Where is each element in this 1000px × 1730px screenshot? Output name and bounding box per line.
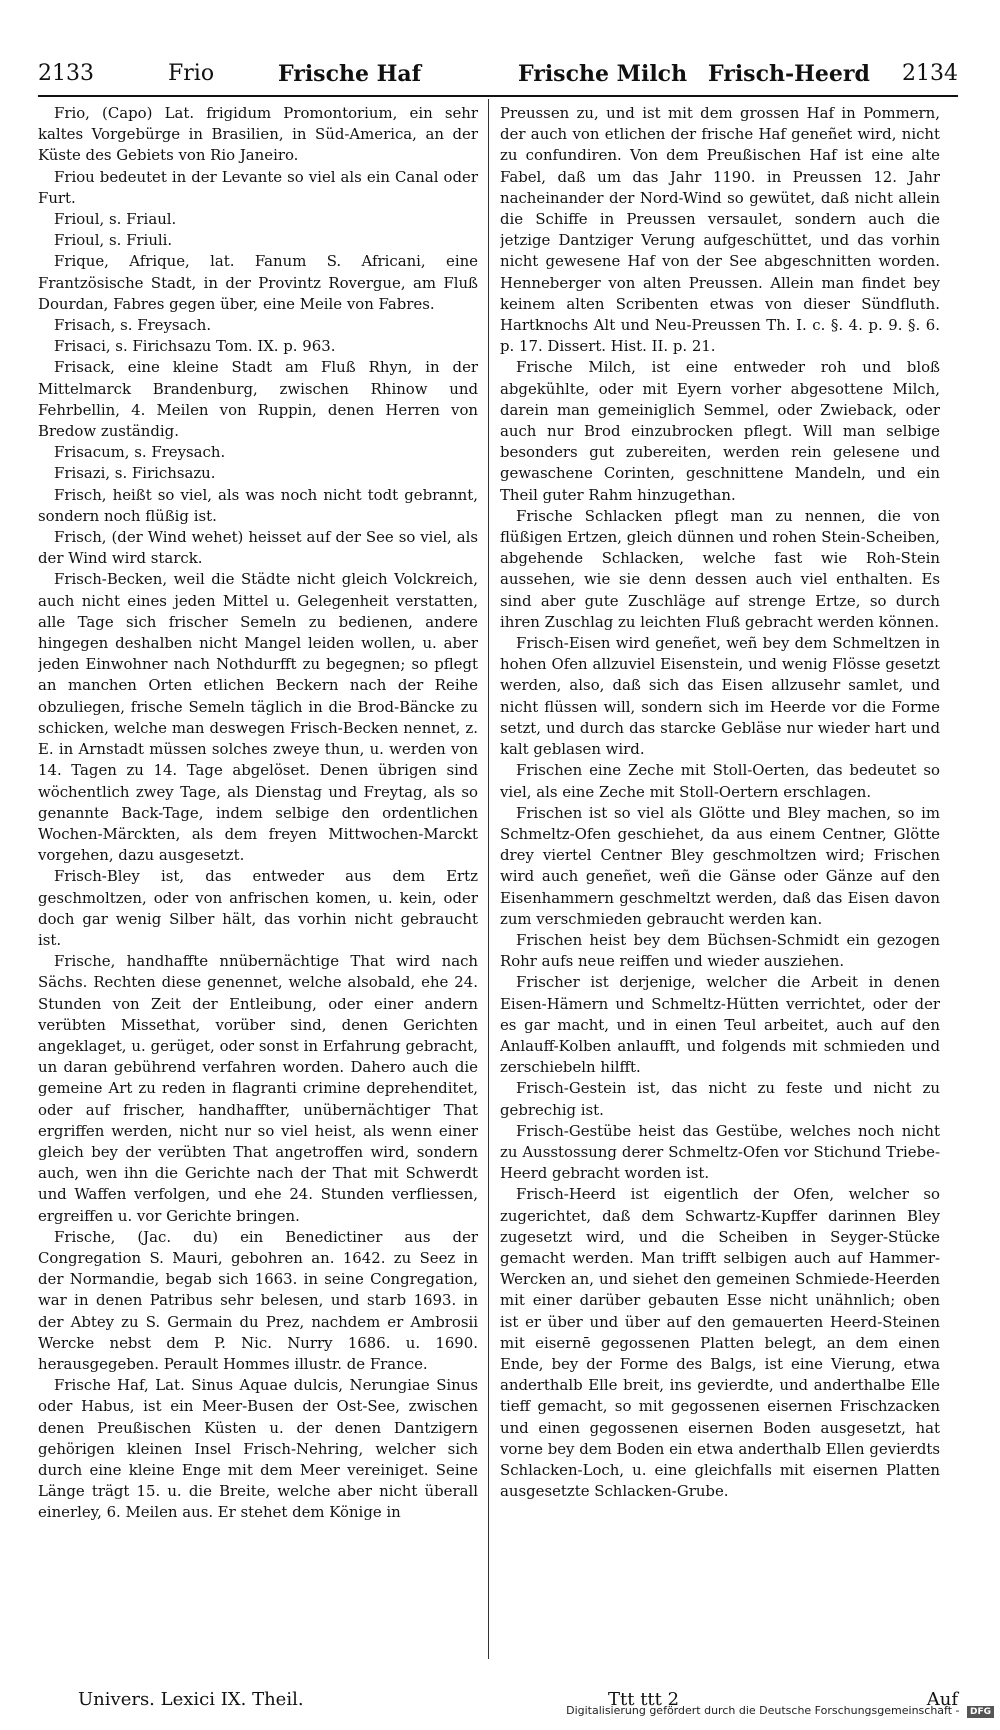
entry-paragraph: Frisach, s. Freysach. [54,316,212,335]
entry-paragraph: Frische Schlacken pflegt man zu nennen, die von flüßigen Ertzen, gleich dünnen und rohen Stein-Scheiben, abgehende Schlacken, welche fast wie Roh-Stein aussehen, wie sie denn dessen auch viel enthalten. Es sind aber gute Zuschläge auf strenge Ertze, so durch ihren Zuschlag zu leichten Fluß gebracht werden können. [500,506,940,631]
entry-paragraph: Frische, handhaffte nnübernächtige That wird nach Sächs. Rechten diese genennet, welche alsobald, ehe 24. Stunden von Zeit der Entleibung, oder einer andern verübten Missethat, vorüber sind, denen Gerichten angeklaget, u. gerüget, oder sonst in Erfahrung gebracht, un daran gebührend verfahren worden. Dahero auch die gemeine Art zu reden in flagranti crimine deprehenditet, oder auf frischer, handhaffter, unübernächtiger That ergriffen werden, nicht nur so viel heist, als wenn einer gleich bey der verübten That angetroffen wird, sondern auch, wen ihn die Gerichte nach der That mit Schwerdt und Waffen verfolgen, und ehe 24. Stunden verfliessen, ergreiffen u. vor Gerichte bringen. [38,952,478,1225]
entry-paragraph: Frique, Afrique, lat. Fanum S. Africani, eine Frantzösische Stadt, in der Provintz Rovergue, am Fluß Dourdan, Fabres gegen über, eine Meile von Fabres. [38,252,478,313]
entry-paragraph: Frisch-Eisen wird geneñet, weñ bey dem Schmeltzen in hohen Ofen allzuviel Eisenstein, und wenig Flösse gesetzt werden, also, daß sich das Eisen allzusehr samlet, und nicht flüssen will, sondern sich im Heerde vor die Forme setzt, und durch das starcke Gebläse nur wieder hart und kalt geblasen wird. [500,634,940,759]
entry-paragraph: Frisazi, s. Firichsazu. [54,464,216,483]
header-keyword-3: Frische Milch [518,61,688,87]
entry-paragraph: Frische, (Jac. du) ein Benedictiner aus der Congregation S. Mauri, gebohren an. 1642. zu Seez in der Normandie, begab sich 1663. in seine Congregation, war in denen Patribus sehr belesen, und starb 1693. in der Abtey zu S. Germain du Prez, nachdem er Ambrosii Wercke nebst dem P. Nic. Nurry 1686. u. 1690. herausgegeben. Perault Hommes illustr. de France. [38,1227,478,1373]
entry-paragraph: Friou bedeutet in der Levante so viel als ein Canal oder Furt. [38,167,478,207]
entry-paragraph: Frisch-Bley ist, das entweder aus dem Ertz geschmoltzen, oder von anfrischen komen, u. kein, oder doch gar wenig Silber hält, das vorhin nicht gebraucht ist. [38,867,478,949]
entry-paragraph: Frisacum, s. Freysach. [54,443,226,462]
entry-paragraph: Frisch-Heerd ist eigentlich der Ofen, welcher so zugerichtet, daß dem Schwartz-Kupffer darinnen Bley zugesetzt wird, und die Scheiben in Seyger-Stücke gemacht werden. Man trifft selbigen auch auf Hammer-Wercken an, und siehet den gemeinen Schmiede-Heerden mit einer darüber gebauten Esse nicht unähnlich; oben ist er über und über auf den gemauerten Heerd-Steinen mit eisernē gegossenen Platten belegt, an dem einen Ende, bey der Forme des Balgs, ist eine Vierung, etwa anderthalb Elle breit, ins gevierdte, und anderthalbe Elle tieff gemacht, so mit gegossenen eisernen Frischzacken und einen gegossenen eisernen Boden ausgesetzt, hat vorne bey dem Boden ein etwa anderthalb Ellen gevierdts Schlacken-Loch, u. eine gleichfalls mit eisernen Platten ausgesetzte Schlacken-Grube. [500,1185,940,1501]
sheet-mark: Ttt ttt 2 [608,1689,680,1710]
dfg-logo-icon: DFG [967,1706,994,1718]
running-header [38,55,958,97]
entry-paragraph: Preussen zu, und ist mit dem grossen Haf in Pommern, der auch von etlichen der frische Haf geneñet wird, nicht zu confundiren. Von dem Preußischen Haf ist eine alte Fabel, daß um das Jahr 1190. in Preussen 12. Jahr nacheinander der Nord-Wind so gewütet, daß nicht allein die Schiffe in Preussen versaulet, sondern auch die jetzige Dantziger Verung aufgeschüttet, und das vorhin nicht gewesene Haf von der See abgeschnitten worden. Henneberger von alten Preussen. Allein man findet bey keinem alten Scribenten etwas von dieser Sündfluth. Hartknochs Alt und Neu-Preussen Th. I. c. §. 4. p. 9. §. 6. p. 17. Dissert. Hist. II. p. 21. [500,104,940,356]
entry-paragraph: Frisch, (der Wind wehet) heisset auf der See so viel, als der Wind wird starck. [38,528,478,568]
column-number-right: 2134 [902,61,958,86]
entry-paragraph: Frische Milch, ist eine entweder roh und bloß abgekühlte, oder mit Eyern vorher abgesottene Milch, darein man gemeiniglich Semmel, oder Zwieback, oder auch nur Brod einzubrocken pflegt. Will man selbige besonders gut zubereiten, werden rein gelesene und gewaschene Corinten, geschnittene Mandeln, und ein Theil guter Rahm hinzugethan. [500,358,940,504]
entry-paragraph: Frisack, eine kleine Stadt am Fluß Rhyn, in der Mittelmarck Brandenburg, zwischen Rhinow und Fehrbellin, 4. Meilen von Ruppin, denen Herren von Bredow zuständig. [38,358,478,441]
credit-text: Digitalisierung gefördert durch die Deutsche Forschungsgemeinschaft - [566,1704,960,1717]
digitization-credit [566,1704,994,1718]
entry-paragraph: Frioul, s. Friuli. [54,231,173,250]
entry-paragraph: Frioul, s. Friaul. [54,210,177,229]
entry-paragraph: Frisch-Becken, weil die Städte nicht gleich Volckreich, auch nicht eines jeden Mittel u. Gelegenheit verstatten, alle Tage sich frischer Semeln zu bedienen, andere hingegen deshalben nicht Mangel leiden wollen, u. aber jeden Einwohner nach Nothdurfft zu begegnen; so pflegt an manchen Orten etlichen Beckern nach der Reihe obzuliegen, frische Semeln täglich in die Brod-Bäncke zu schicken, welche man deswegen Frisch-Becken nennet, z. E. in Arnstadt müssen solches zweye thun, u. werden von 14. Tagen zu 14. Tage abgelöset. Denen übrigen sind wöchentlich zwey Tage, als Dienstag und Freytag, als so genannte Back-Tage, indem selbige den ordentlichen Wochen-Märckten, als dem freyen Mittwochen-Marckt vorgehen, dazu ausgesetzt. [38,570,478,865]
column-number-left: 2133 [38,61,94,86]
header-keyword-1: Frio [168,61,215,86]
left-column [38,103,478,1663]
entry-paragraph: Frisaci, s. Firichsazu Tom. IX. p. 963. [54,337,336,356]
header-keyword-4: Frisch-Heerd [708,61,870,87]
entry-paragraph: Frischen ist so viel als Glötte und Bley machen, so im Schmeltz-Ofen geschiehet, da aus einem Centner, Glötte drey viertel Centner Bley geschmoltzen wird; Frischen wird auch geneñet, weñ die Gänse oder Gänze auf den Eisenhammern geschmeltzt werden, daß das Eisen davon zum verschmieden gebraucht werden kan. [500,803,940,928]
entry-paragraph: Frio, (Capo) Lat. frigidum Promontorium, ein sehr kaltes Vorgebürge in Brasilien, in Süd-America, an der Küste des Gebiets von Rio Janeiro. [38,104,478,165]
volume-signature: Univers. Lexici IX. Theil. [78,1689,304,1710]
entry-paragraph: Frisch-Gestein ist, das nicht zu feste und nicht zu gebrechig ist. [500,1079,940,1119]
entry-paragraph: Frischen eine Zeche mit Stoll-Oerten, das bedeutet so viel, als eine Zeche mit Stoll-Oertern erschlagen. [500,761,940,801]
header-keyword-2: Frische Haf [278,61,422,87]
column-divider [488,99,489,1659]
book-page [38,55,958,1710]
entry-paragraph: Frischer ist derjenige, welcher die Arbeit in denen Eisen-Hämern und Schmeltz-Hütten verrichtet, oder der es gar macht, und in einen Teul arbeitet, auch auf den Anlauff-Kolben anlaufft, und folgends mit schmieden und zerschiebeln hilfft. [500,973,940,1077]
entry-paragraph: Frischen heist bey dem Büchsen-Schmidt ein gezogen Rohr aufs neue reiffen und wieder ausziehen. [500,930,940,971]
entry-paragraph: Frische Haf, Lat. Sinus Aquae dulcis, Nerungiae Sinus oder Habus, ist ein Meer-Busen der Ost-See, zwischen denen Preußischen Küsten u. der denen Dantzigern gehörigen kleinen Insel Frisch-Nehring, welcher sich durch eine kleine Enge mit dem Meer vereiniget. Seine Länge trägt 15. u. die Breite, welche aber nicht überall einerley, 6. Meilen aus. Er stehet dem Könige in [38,1376,478,1522]
entry-paragraph: Frisch, heißt so viel, als was noch nicht todt gebrannt, sondern noch flüßig ist. [38,485,478,525]
entry-paragraph: Frisch-Gestübe heist das Gestübe, welches noch nicht zu Ausstossung derer Schmeltz-Ofen vor Stichund Triebe-Heerd gebracht worden ist. [500,1121,940,1183]
catchword: Auf [926,1689,958,1710]
right-column [500,103,940,1663]
